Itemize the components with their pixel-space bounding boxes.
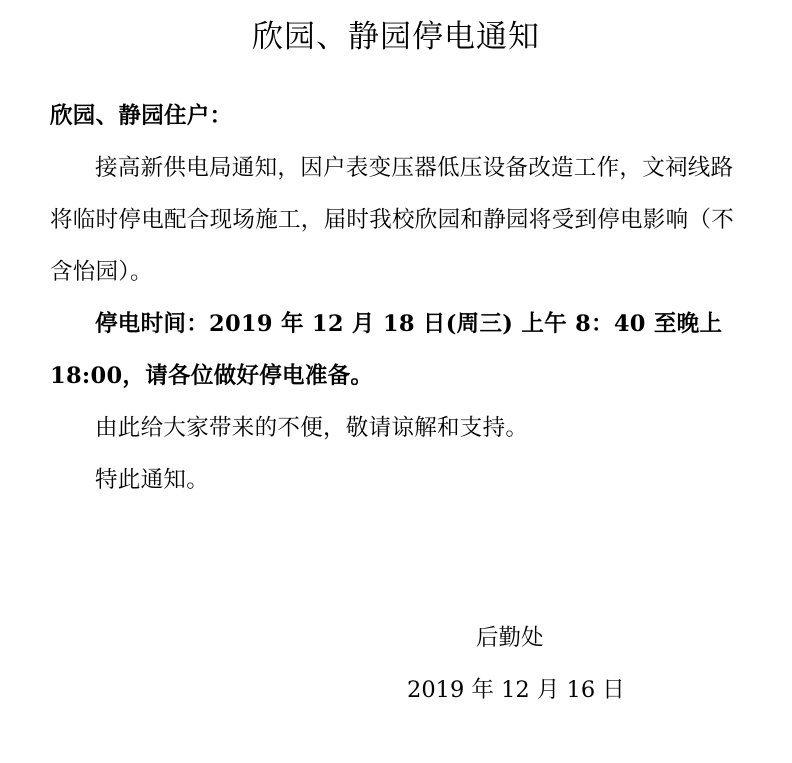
apology-paragraph: 由此给大家带来的不便，敬请谅解和支持。	[95, 415, 529, 441]
signature-date: 2019 年 12 月 16 日	[407, 677, 625, 703]
notice-title: 欣园、静园停电通知	[252, 19, 540, 55]
intro-paragraph: 接高新供电局通知，因户表变压器低压设备改造工作，文祠线路将临时停电配合现场施工，届时我校欣园和静园将受到停电影响（不含怡园）。	[50, 155, 735, 285]
closing-paragraph: 特此通知。	[95, 467, 210, 493]
signature-department: 后勤处	[476, 625, 544, 651]
salutation: 欣园、静园住户：	[50, 103, 233, 129]
outage-time-paragraph: 停电时间：2019 年 12 月 18 日(周三) 上午 8：40 至晚上 18:00，请各位做好停电准备。	[50, 311, 723, 389]
notice-body	[50, 90, 750, 506]
